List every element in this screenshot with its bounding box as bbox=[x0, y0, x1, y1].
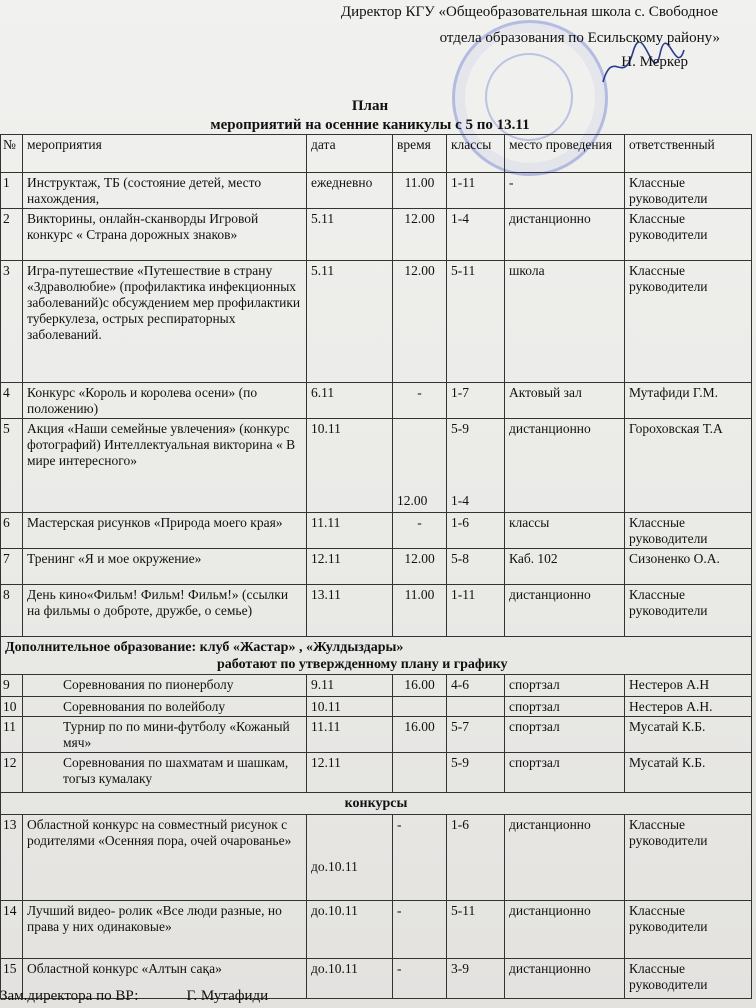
document-title: План bbox=[351, 98, 389, 114]
row-classes bbox=[446, 696, 504, 716]
row-date: 10.11 bbox=[306, 418, 392, 512]
row-classes: 3-9 bbox=[446, 958, 504, 998]
row-responsible: Классные руководители bbox=[624, 208, 752, 260]
row-num: 6 bbox=[0, 512, 22, 548]
row-responsible: Классные руководители bbox=[624, 814, 752, 900]
table-row bbox=[0, 584, 752, 636]
row-event: Соревнования по пионерболу bbox=[22, 674, 306, 696]
row-classes: 1-11 bbox=[446, 172, 504, 208]
row-time: 16.00 bbox=[392, 674, 446, 696]
row-event: Турнир по по мини-футболу «Кожаный мяч» bbox=[22, 716, 306, 752]
row-responsible: Гороховская Т.А bbox=[624, 418, 752, 512]
row-num: 2 bbox=[0, 208, 22, 260]
row-place: школа bbox=[504, 260, 624, 382]
table-row bbox=[0, 548, 752, 584]
row-place: дистанционно bbox=[504, 584, 624, 636]
row-place: дистанционно bbox=[504, 418, 624, 512]
section-extra-title: Дополнительное образование: клуб «Жастар» , «Жулдыздары» bbox=[5, 640, 404, 655]
row-responsible: Классные руководители bbox=[624, 584, 752, 636]
footer-signature bbox=[0, 988, 268, 1005]
table-row bbox=[0, 716, 752, 752]
row-classes: 1-6 bbox=[446, 814, 504, 900]
row-num: 14 bbox=[0, 900, 22, 958]
row-num: 7 bbox=[0, 548, 22, 584]
row-classes-cell bbox=[446, 418, 504, 512]
row-time: 12.00 bbox=[392, 260, 446, 382]
row-time: - bbox=[392, 900, 446, 958]
row-responsible: Сизоненко О.А. bbox=[624, 548, 752, 584]
row-event: Областной конкурс на совместный рисунок с родителями «Осенняя пора, очей очарованье» bbox=[22, 814, 306, 900]
row-responsible: Нестеров А.Н. bbox=[624, 696, 752, 716]
col-header-time: время bbox=[392, 134, 446, 172]
row-responsible: Мутафиди Г.М. bbox=[624, 382, 752, 418]
footer-name: Г. Мутафиди bbox=[186, 988, 269, 1004]
row-event: Соревнования по шахматам и шашкам, тогыз кумалаку bbox=[22, 752, 306, 792]
row-num: 4 bbox=[0, 382, 22, 418]
row-date: 13.11 bbox=[306, 584, 392, 636]
row-responsible: Классные руководители bbox=[624, 958, 752, 998]
approval-header-line2: отдела образования по Есильскому району» bbox=[439, 30, 720, 46]
table-row bbox=[0, 382, 752, 418]
table-row bbox=[0, 752, 752, 792]
row-responsible: Мусатай К.Б. bbox=[624, 752, 752, 792]
approval-header-signer: Н. Меркер bbox=[621, 54, 688, 70]
row-num: 12 bbox=[0, 752, 22, 792]
row-time: - bbox=[392, 814, 446, 900]
row-place: Каб. 102 bbox=[504, 548, 624, 584]
row-date: 9.11 bbox=[306, 674, 392, 696]
row-classes: 1-7 bbox=[446, 382, 504, 418]
table-row bbox=[0, 900, 752, 958]
row-num: 15 bbox=[0, 958, 22, 998]
row-date: 5.11 bbox=[306, 208, 392, 260]
row-date: 10.11 bbox=[306, 696, 392, 716]
section-contests bbox=[0, 792, 752, 814]
row-event: Мастерская рисунков «Природа моего края» bbox=[22, 512, 306, 548]
col-header-place: место проведения bbox=[504, 134, 624, 172]
table-row bbox=[0, 418, 752, 512]
row-date: 6.11 bbox=[306, 382, 392, 418]
row-place: дистанционно bbox=[504, 900, 624, 958]
row-date: ежедневно bbox=[306, 172, 392, 208]
row-date: 11.11 bbox=[306, 716, 392, 752]
row-event: День кино«Фильм! Фильм! Фильм!» (ссылки на фильмы о доброте, дружбе, о семье) bbox=[22, 584, 306, 636]
row-num: 8 bbox=[0, 584, 22, 636]
row-date: 11.11 bbox=[306, 512, 392, 548]
row-date: до.10.11 bbox=[306, 900, 392, 958]
table-header-row bbox=[0, 134, 752, 172]
row-place: дистанционно bbox=[504, 814, 624, 900]
row-place: дистанционно bbox=[504, 208, 624, 260]
row-num: 9 bbox=[0, 674, 22, 696]
row-event: Соревнования по волейболу bbox=[22, 696, 306, 716]
section-extra-education bbox=[0, 636, 752, 674]
footer-role: Зам.директора по ВР: bbox=[0, 988, 139, 1004]
row-time: 11.00 bbox=[392, 584, 446, 636]
row-place: - bbox=[504, 172, 624, 208]
row-place: спортзал bbox=[504, 716, 624, 752]
row-date: 12.11 bbox=[306, 752, 392, 792]
row-classes: 4-6 bbox=[446, 674, 504, 696]
row-classes: 5-8 bbox=[446, 548, 504, 584]
row-place: дистанционно bbox=[504, 958, 624, 998]
table-row bbox=[0, 814, 752, 900]
row-date: до.10.11 bbox=[311, 859, 358, 874]
row-time: 12.00 bbox=[392, 208, 446, 260]
row-time: - bbox=[392, 958, 446, 998]
row-time bbox=[392, 752, 446, 792]
col-header-responsible: ответственный bbox=[624, 134, 752, 172]
row-classes: 5-11 bbox=[446, 260, 504, 382]
table-row bbox=[0, 512, 752, 548]
row-event: Викторины, онлайн-сканворды Игровой конкурс « Страна дорожных знаков» bbox=[22, 208, 306, 260]
row-time: 12.00 bbox=[392, 548, 446, 584]
row-time: - bbox=[392, 512, 446, 548]
row-responsible: Классные руководители bbox=[624, 172, 752, 208]
table-row bbox=[0, 696, 752, 716]
row-time: 16.00 bbox=[392, 716, 446, 752]
document-subtitle: мероприятий на осенние каникулы с 5 по 13.11 bbox=[210, 117, 530, 133]
row-num: 10 bbox=[0, 696, 22, 716]
row-event: Конкурс «Король и королева осени» (по положению) bbox=[22, 382, 306, 418]
row-event: Областной конкурс «Алтын сақа» bbox=[22, 958, 306, 998]
row-classes: 1-11 bbox=[446, 584, 504, 636]
section-extra-note: работают по утвержденному плану и графику bbox=[217, 657, 508, 672]
row-event: Тренинг «Я и мое окружение» bbox=[22, 548, 306, 584]
row-num: 1 bbox=[0, 172, 22, 208]
table-row bbox=[0, 260, 752, 382]
row-date: до.10.11 bbox=[306, 958, 392, 998]
row-event: Акция «Наши семейные увлечения» (конкурс фотографий) Интеллектуальная викторина « В мире интересного» bbox=[22, 418, 306, 512]
row-classes: 5-11 bbox=[446, 900, 504, 958]
row-event: Инструктаж, ТБ (состояние детей, место нахождения, bbox=[22, 172, 306, 208]
section-contests-title: конкурсы bbox=[344, 796, 408, 811]
row-time bbox=[392, 696, 446, 716]
col-header-date: дата bbox=[306, 134, 392, 172]
approval-header-line1: Директор КГУ «Общеобразовательная школа с. Свободное bbox=[340, 4, 718, 20]
row-classes: 5-9 bbox=[451, 421, 469, 436]
row-classes: 1-4 bbox=[446, 208, 504, 260]
row-num: 3 bbox=[0, 260, 22, 382]
row-place: спортзал bbox=[504, 752, 624, 792]
row-time: 11.00 bbox=[392, 172, 446, 208]
row-responsible: Классные руководители bbox=[624, 900, 752, 958]
row-date-cell bbox=[306, 814, 392, 900]
row-event: Лучший видео- ролик «Все люди разные, но права у них одинаковые» bbox=[22, 900, 306, 958]
row-place: спортзал bbox=[504, 696, 624, 716]
row-place: Актовый зал bbox=[504, 382, 624, 418]
col-header-classes: классы bbox=[446, 134, 504, 172]
table-row bbox=[0, 208, 752, 260]
table-row bbox=[0, 172, 752, 208]
row-classes: 1-6 bbox=[446, 512, 504, 548]
row-responsible: Классные руководители bbox=[624, 260, 752, 382]
row-classes-secondary: 1-4 bbox=[451, 493, 469, 508]
row-classes: 5-9 bbox=[446, 752, 504, 792]
row-time: - bbox=[392, 382, 446, 418]
row-num: 5 bbox=[0, 418, 22, 512]
table-row bbox=[0, 674, 752, 696]
row-date: 5.11 bbox=[306, 260, 392, 382]
row-event: Игра-путешествие «Путешествие в страну «Здраволюбие» (профилактика инфекционных заболеваний)с обсуждением мер профилактики туберкулеза, острых респираторных заболеваний. bbox=[22, 260, 306, 382]
row-responsible: Нестеров А.Н bbox=[624, 674, 752, 696]
row-classes: 5-7 bbox=[446, 716, 504, 752]
row-time: 12.00 bbox=[397, 493, 428, 508]
row-responsible: Классные руководители bbox=[624, 512, 752, 548]
row-date: 12.11 bbox=[306, 548, 392, 584]
col-header-num: № bbox=[0, 134, 22, 172]
row-time-cell bbox=[392, 418, 446, 512]
row-place: спортзал bbox=[504, 674, 624, 696]
row-num: 13 bbox=[0, 814, 22, 900]
col-header-event: мероприятия bbox=[22, 134, 306, 172]
row-place: классы bbox=[504, 512, 624, 548]
row-num: 11 bbox=[0, 716, 22, 752]
row-responsible: Мусатай К.Б. bbox=[624, 716, 752, 752]
